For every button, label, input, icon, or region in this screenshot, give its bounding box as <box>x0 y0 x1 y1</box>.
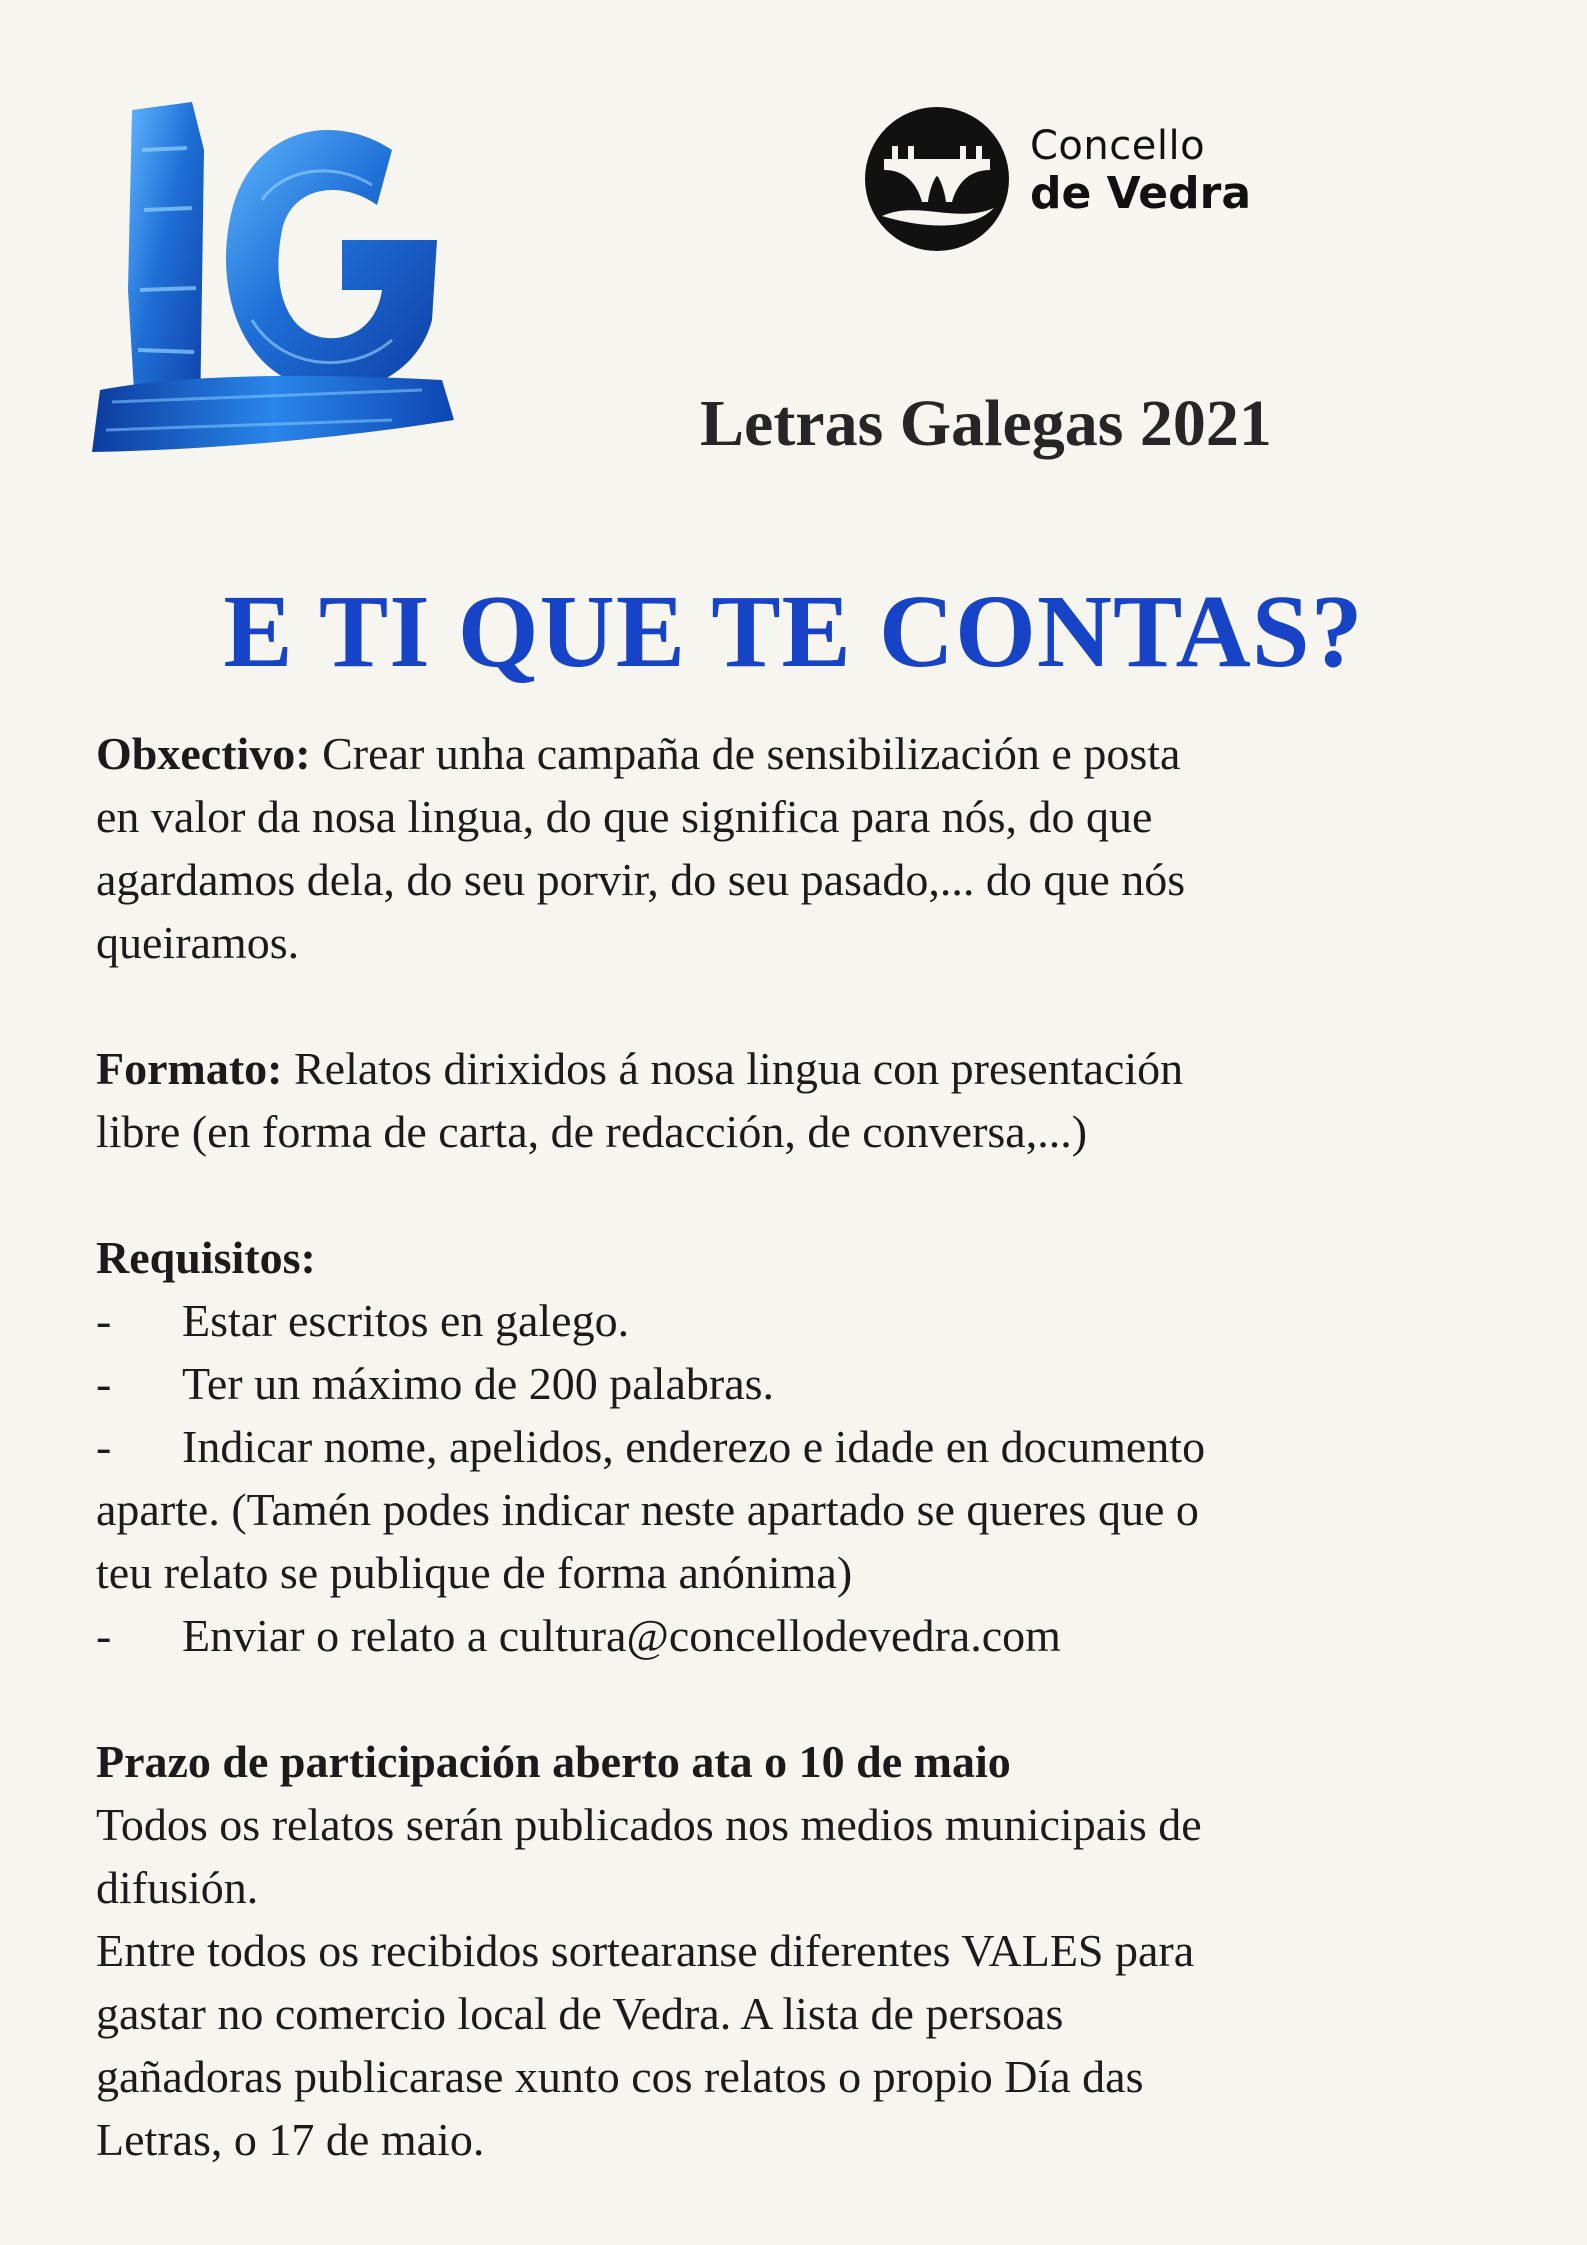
vedra-label: de Vedra <box>1030 168 1252 219</box>
obxectivo-line: agardamos dela, do seu porvir, do seu pasado,... do que nós <box>96 854 1186 905</box>
prazo-line: gañadoras publicarase xunto cos relatos o propio Día das <box>96 2051 1144 2102</box>
obxectivo-paragraph <box>96 722 1516 785</box>
obxectivo-label: Obxectivo: <box>96 728 311 779</box>
formato-line: libre (en forma de carta, de redacción, de conversa,...) <box>96 1106 1088 1157</box>
letras-galegas-logo <box>92 90 552 500</box>
concello-label: Concello <box>1030 123 1206 169</box>
list-item-continuation: teu relato se publique de forma anónima) <box>96 1547 853 1598</box>
prazo-line: Todos os relatos serán publicados nos medios municipais de <box>96 1799 1202 1850</box>
prazo-line: gastar no comercio local de Vedra. A lista de persoas <box>96 1988 1064 2039</box>
bullet-dash: - <box>96 1421 112 1472</box>
formato-line: Relatos dirixidos á nosa lingua con presentación <box>282 1043 1184 1094</box>
concello-de-vedra-logo <box>862 104 1252 254</box>
formato-label: Formato: <box>96 1043 283 1094</box>
obxectivo-line: en valor da nosa lingua, do que significa para nós, do que <box>96 791 1153 842</box>
list-item <box>96 1415 1516 1478</box>
list-item <box>96 1289 1516 1352</box>
formato-paragraph <box>96 1037 1516 1100</box>
list-item <box>96 1604 1516 1667</box>
page-title: E TI QUE TE CONTAS? <box>223 574 1364 689</box>
obxectivo-line: Crear unha campaña de sensibilización e posta <box>310 728 1181 779</box>
list-item <box>96 1352 1516 1415</box>
event-title: Letras Galegas 2021 <box>700 387 1272 460</box>
prazo-label: Prazo de participación aberto ata o 10 de maio <box>96 1736 1011 1787</box>
list-item-continuation: aparte. (Tamén podes indicar neste apartado se queres que o <box>96 1484 1199 1535</box>
prazo-line: Letras, o 17 de maio. <box>96 2114 485 2165</box>
list-item-text: Enviar o relato a cultura@concellodevedra.com <box>182 1610 1061 1661</box>
bullet-dash: - <box>96 1358 112 1409</box>
bullet-dash: - <box>96 1610 112 1661</box>
document-body <box>96 722 1516 2171</box>
prazo-line: difusión. <box>96 1862 259 1913</box>
bullet-dash: - <box>96 1295 112 1346</box>
requisitos-label: Requisitos: <box>96 1232 316 1283</box>
bridge-seal-icon <box>862 104 1012 254</box>
list-item-text: Estar escritos en galego. <box>182 1295 630 1346</box>
obxectivo-line: queiramos. <box>96 917 300 968</box>
list-item-text: Indicar nome, apelidos, enderezo e idade en documento <box>182 1421 1206 1472</box>
list-item-text: Ter un máximo de 200 palabras. <box>182 1358 775 1409</box>
prazo-line: Entre todos os recibidos sortearanse diferentes VALES para <box>96 1925 1195 1976</box>
